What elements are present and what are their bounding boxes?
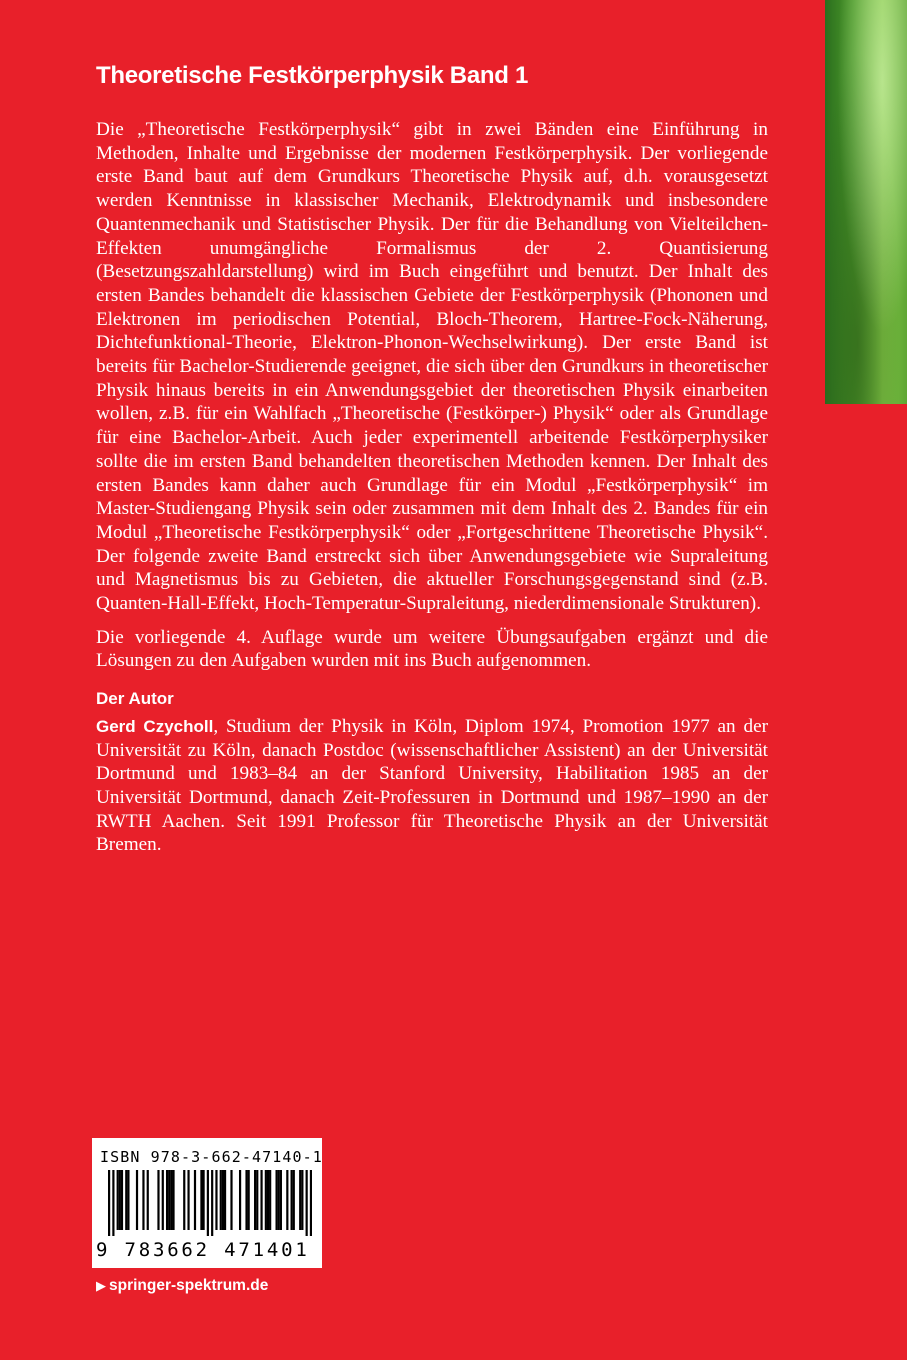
cover-art-strip [825,0,907,404]
barcode-bar [172,1170,174,1230]
barcode-bar [121,1170,123,1230]
barcode-bar [220,1170,222,1230]
barcode-bar [187,1170,189,1230]
author-heading: Der Autor [96,689,174,709]
barcode-bar [265,1170,267,1230]
play-arrow-icon: ▶ [96,1278,106,1293]
barcode-bar [202,1170,204,1230]
barcode-bar [112,1170,114,1236]
barcode-bar [125,1170,127,1230]
edition-note-paragraph: Die vorliegende 4. Auflage wurde um weitere Übungsaufgaben ergänzt und die Lösungen zu den Aufgaben wurden mit ins Buch aufgenommen. [96,626,768,672]
book-title: Theoretische Festkörperphysik Band 1 [96,62,529,89]
barcode-bar [248,1170,250,1230]
barcode-bar [215,1170,217,1230]
publisher-website[interactable] [96,1277,268,1295]
blurb [96,118,768,867]
barcode-bar [157,1170,159,1230]
barcode-bar [224,1170,226,1230]
isbn-label: ISBN 978-3-662-47140-1 [100,1148,323,1166]
barcode-bars [108,1170,312,1236]
barcode-bar [239,1170,241,1230]
barcode-bar [260,1170,262,1230]
barcode-bar [142,1170,144,1230]
barcode-bar [170,1170,172,1230]
barcode-bar [301,1170,303,1230]
barcode-bar [136,1170,138,1230]
barcode-bar [194,1170,196,1230]
barcode-bar [162,1170,164,1230]
barcode-bar [147,1170,149,1230]
barcode-bar [267,1170,269,1230]
barcode-bar [293,1170,295,1230]
barcode-bar [254,1170,256,1230]
barcode-bar [117,1170,119,1230]
barcode-bar [280,1170,282,1230]
description-paragraph: Die „Theoretische Festkörperphysik“ gibt in zwei Bänden eine Einführung in Methoden, Inhalte und Ergebnisse der modernen Festkörperphysik. Der vorliegende erste Band baut auf dem Grundkurs Theoretische Physik auf, d.h. vorausgesetzt werden Kenntnisse in klassischer Mechanik, Elektrodynamik und insbesondere Quantenmechanik und Statistischer Physik. Der für die Behandlung von Vielteilchen-Effekten unumgängliche Formalismus der 2. Quantisierung (Besetzungszahldarstellung) wird im Buch eingeführt und benutzt. Der Inhalt des ersten Bandes behandelt die klassischen Gebiete der Festkörperphysik (Phononen und Elektronen im periodischen Potential, Bloch-Theorem, Hartree-Fock-Näherung, Dichtefunktional-Theorie, Elektron-Phonon-Wechselwirkung). Der erste Band ist bereits für Bachelor-Studierende geeignet, die sich über den Grundkurs in theoretischer Physik hinaus bereits in ein Anwendungsgebiet der theoretischen Physik einarbeiten wollen, z.B. für ein Wahlfach „Theoretische (Festkörper-) Physik“ oder als Grundlage für eine Bachelor-Arbeit. Auch jeder experimentell arbeitende Festkörperphysiker sollte die im ersten Band behandelten theoretischen Methoden kennen. Der Inhalt des ersten Bandes kann daher auch Grundlage für ein Modul „Festkörperphysik“ im Master-Studiengang Physik sein oder zusammen mit dem Inhalt des 2. Bandes für ein Modul „Theoretische Festkörperphysik“ oder „Fortgeschrittene Theoretische Physik“. Der folgende zweite Band erstreckt sich über Anwendungsgebiete wie Supraleitung und Magnetismus bis zu Gebieten, die aktueller Forschungsgegenstand sind (z.B. Quanten-Hall-Effekt, Hoch-Temperatur-Supraleitung, niederdimensionale Strukturen). [96,119,768,615]
barcode-bar [256,1170,258,1230]
barcode-bar [183,1170,185,1230]
barcode-bar [108,1170,110,1236]
barcode-bar [230,1170,232,1230]
barcode-bar [291,1170,293,1230]
barcode-bar [269,1170,271,1230]
barcode-bar [119,1170,121,1230]
barcode-bar [127,1170,129,1230]
barcode-bar [310,1170,312,1236]
barcode-bar [211,1170,213,1236]
barcode-bar [275,1170,277,1230]
author-bio-text: , Studium der Physik in Köln, Diplom 1974, Promotion 1977 an der Universität zu Köln, danach Postdoc (wissenschaftlicher Assistent) an der Universität Dortmund und 1983–84 an der Stanford University, Habilitation 1985 an der Universität Dortmund, danach Zeit-Professuren in Dortmund und 1987–1990 an der RWTH Aachen. Seit 1991 Professor für Theoretische Physik an der Universität Bremen. [96,715,768,856]
barcode-bar [200,1170,202,1230]
barcode-bar [222,1170,224,1230]
author-bio [96,715,768,857]
barcode-bar [286,1170,288,1230]
barcode-bar [168,1170,170,1230]
barcode-bar [278,1170,280,1230]
publisher-website-text: springer-spektrum.de [109,1277,269,1294]
author-name: Gerd Czycholl [96,716,214,736]
barcode-digits: 9 783662 471401 [96,1239,310,1261]
barcode-bar [306,1170,308,1236]
barcode-bar [166,1170,168,1230]
barcode-bar [207,1170,209,1236]
barcode-bar [299,1170,301,1230]
barcode-bar [245,1170,247,1230]
isbn-barcode [92,1138,322,1268]
